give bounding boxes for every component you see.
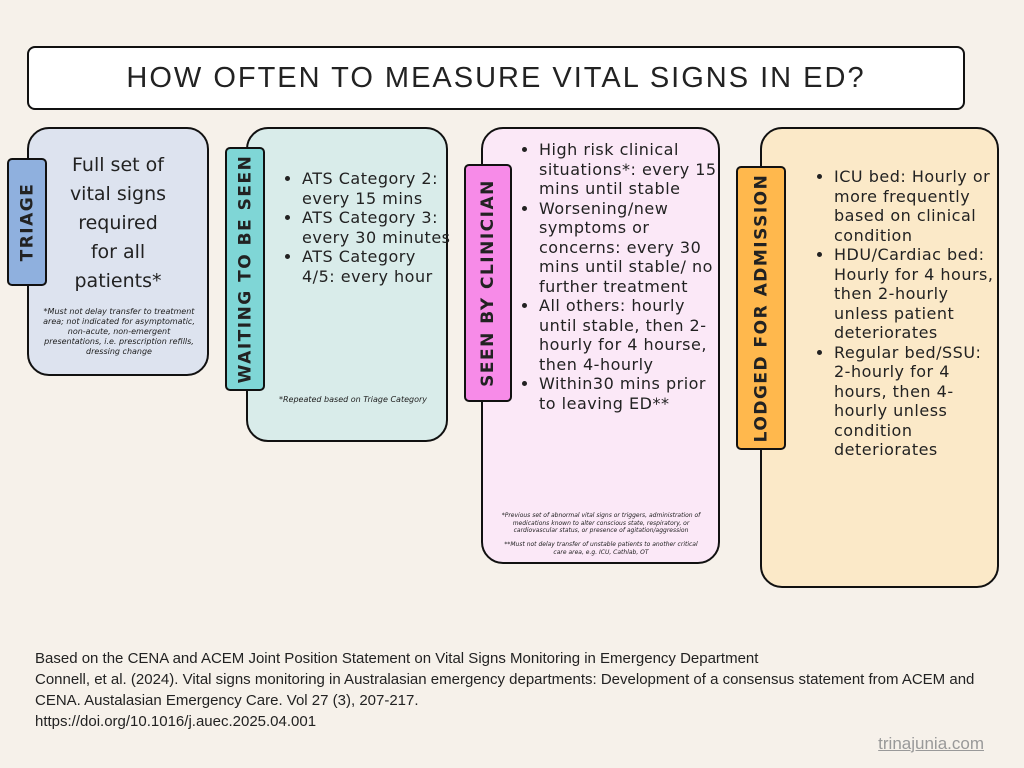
list-item: • Worsening/new symptoms or concerns: every 30 mins until stable/ no further treatment xyxy=(539,199,724,297)
list-item: • ICU bed: Hourly or more frequently based on clinical condition xyxy=(834,167,999,245)
list-item: • ATS Category 4/5: every hour xyxy=(302,247,452,286)
lodged-tag-label: LODGED FOR ADMISSION xyxy=(751,173,772,443)
lodged-tag xyxy=(736,166,786,450)
waiting-list xyxy=(286,169,452,286)
triage-tag-label: TRIAGE xyxy=(17,182,37,262)
lodged-card xyxy=(760,127,999,588)
waiting-note: *Repeated based on Triage Category xyxy=(278,395,428,404)
waiting-tag-label: WAITING TO BE SEEN xyxy=(235,154,255,384)
triage-text: Full set of vital signs required for all patients* xyxy=(69,154,167,292)
triage-tag xyxy=(7,158,47,286)
triage-note: *Must not delay transfer to treatment area; not indicated for asymptomatic, non-acute, non-emergent presentations, i.e. prescription refills, dressing change xyxy=(43,307,195,356)
clinician-note-1: *Previous set of abnormal vital signs or triggers, administration of medications known to alter conscious state, respiratory, or cardiovascular status, or presence of agitation/aggression xyxy=(501,512,701,534)
list-item: • ATS Category 3: every 30 minutes xyxy=(302,208,452,247)
triage-card xyxy=(27,127,209,376)
citation xyxy=(35,648,995,732)
list-item: • Within30 mins prior to leaving ED** xyxy=(539,374,724,413)
list-item: • Regular bed/SSU: 2-hourly for 4 hours, then 4-hourly unless condition deteriorates xyxy=(834,343,999,460)
site-link[interactable]: trinajunia.com xyxy=(878,734,984,753)
waiting-card xyxy=(246,127,451,442)
lodged-list xyxy=(818,167,999,460)
page-title: HOW OFTEN TO MEASURE VITAL SIGNS IN ED? xyxy=(27,46,965,110)
clinician-tag-label: SEEN BY CLINICIAN xyxy=(478,179,498,387)
clinician-card xyxy=(481,127,720,564)
list-item: • High risk clinical situations*: every 15 mins until stable xyxy=(539,140,724,199)
clinician-tag xyxy=(464,164,512,402)
list-item: • All others: hourly until stable, then 2-hourly for 4 hourse, then 4-hourly xyxy=(539,296,724,374)
list-item: • HDU/Cardiac bed: Hourly for 4 hours, then 2-hourly unless patient deteriorates xyxy=(834,245,999,343)
citation-line-1: Based on the CENA and ACEM Joint Position Statement on Vital Signs Monitoring in Emergency Department xyxy=(35,650,759,667)
doi-link[interactable]: https://doi.org/10.1016/j.auec.2025.04.001 xyxy=(35,713,317,730)
clinician-note-2: **Must not delay transfer of unstable patients to another critical care area, e.g. ICU, Cathlab, OT xyxy=(504,541,698,556)
clinician-list xyxy=(523,140,724,413)
list-item: • ATS Category 2: every 15 mins xyxy=(302,169,452,208)
citation-line-2: Connell, et al. (2024). Vital signs monitoring in Australasian emergency departments: Development of a consensus statement from ACEM and CENA. Austalasian Emergency Care. Vol 27 (3), 207-217. xyxy=(35,671,975,709)
waiting-tag xyxy=(225,147,265,391)
